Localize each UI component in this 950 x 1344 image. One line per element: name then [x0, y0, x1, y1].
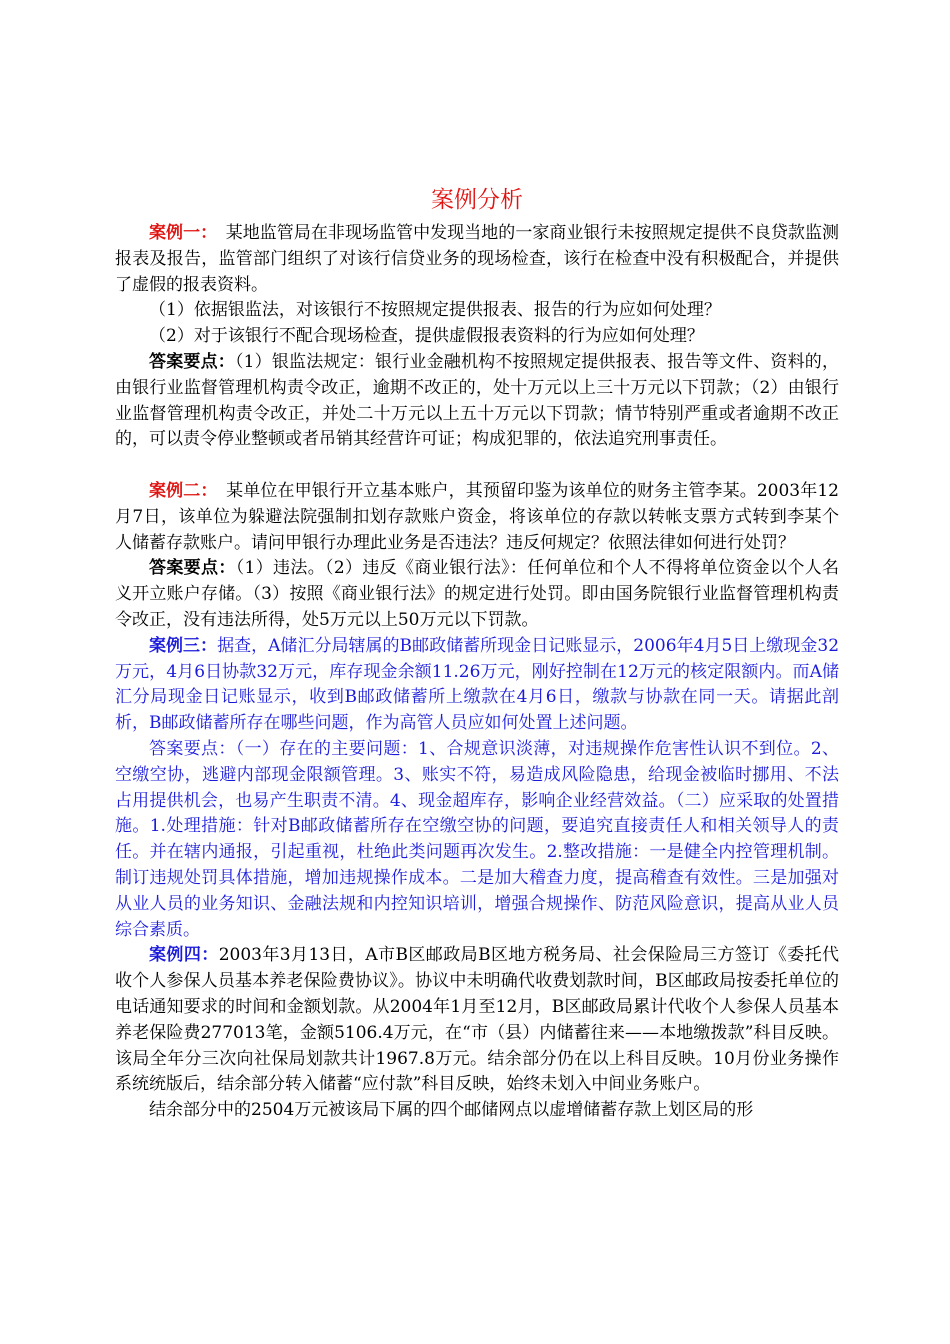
case2-label: 案例二： [149, 480, 218, 501]
blank-line [115, 453, 839, 479]
case1-paragraph [115, 221, 839, 298]
case2-text: 某单位在甲银行开立基本账户，其预留印鉴为该单位的财务主管李某。2003年12月7日，该单位为躲避法院强制扣划存款账户资金，将该单位的存款以转帐支票方式转到李某个人储蓄存款账户。请问甲银行办理此业务是否违法？违反何规定？依照法律如何进行处罚？ [115, 480, 839, 553]
document-page [115, 184, 839, 1124]
case4-text: 2003年3月13日，A市B区邮政局B区地方税务局、社会保险局三方签订《委托代收个人参保人员基本养老保险费协议》。协议中未明确代收费划款时间，B区邮政局按委托单位的电话通知要求的时间和金额划款。从2004年1月至12月，B区邮政局累计代收个人参保人员基本养老保险费277013笔，金额5106.4万元，在“市（县）内储蓄往来——本地缴拨款”科目反映。该局全年分三次向社保局划款共计1967.8万元。结余部分仍在以上科目反映。10月份业务操作系统统版后，结余部分转入储蓄“应付款”科目反映，始终未划入中间业务账户。 [115, 945, 839, 1095]
case2-answer [115, 556, 839, 633]
case1-text: 某地监管局在非现场监管中发现当地的一家商业银行未按照规定提供不良贷款监测报表及报告，监管部门组织了对该行信贷业务的现场检查，该行在检查中没有积极配合，并提供了虚假的报表资料。 [115, 223, 840, 295]
case1-answer [115, 350, 839, 453]
page-title: 案例分析 [431, 187, 523, 213]
case2-answer-text: （1）违法。（2）违反《商业银行法》：任何单位和个人不得将单位资金以个人名义开立账户存储。（3）按照《商业银行法》的规定进行处罚。即由国务院银行业监督管理机构责令改正，没有违法所得，处5万元以上50万元以下罚款。 [115, 558, 840, 630]
case1-answer-text: （1）银监法规定：银行业金融机构不按照规定提供报表、报告等文件、资料的，由银行业监督管理机构责令改正，逾期不改正的，处十万元以上三十万元以下罚款；（2）由银行业监督管理机构责令改正，并处二十万元以上五十万元以下罚款；情节特别严重或者逾期不改正的，可以责令停业整顿或者吊销其经营许可证；构成犯罪的，依法追究刑事责任。 [115, 351, 839, 450]
case4-label: 案例四： [149, 945, 219, 966]
case4-paragraph [115, 943, 839, 1098]
case1-label: 案例一： [149, 223, 218, 243]
case1-question-2: （2）对于该银行不配合现场检查，提供虚假报表资料的行为应如何处理？ [149, 326, 704, 347]
case3-label: 案例三： [149, 635, 218, 656]
case2-paragraph [115, 479, 839, 556]
case3-answer: 答案要点：（一）存在的主要问题：1、合规意识淡薄，对违规操作危害性认识不到位。2、空缴空协，逃避内部现金限额管理。3、账实不符，易造成风险隐患，给现金被临时挪用、不法占用提供机会，也易产生职责不清。4、现金超库存，影响企业经营效益。（二）应采取的处置措施。1.处理措施：针对B邮政储蓄所存在空缴空协的问题，要追究直接责任人和相关领导人的责任。并在辖内通报，引起重视，杜绝此类问题再次发生。2.整改措施：一是健全内控管理机制。制订违规处罚具体措施，增加违规操作成本。二是加大稽查力度，提高稽查有效性。三是加强对从业人员的业务知识、金融法规和内控知识培训，增强合规操作、防范风险意识，提高从业人员综合素质。 [115, 738, 839, 940]
case3-text: 据查，A储汇分局辖属的B邮政储蓄所现金日记账显示，2006年4月5日上缴现金32万元，4月6日协款32万元，库存现金余额11.26万元，刚好控制在12万元的核定限额内。而A储汇分局现金日记账显示，收到B邮政储蓄所上缴款在4月6日，缴款与协款在同一天。请据此剖析，B邮政储蓄所存在哪些问题，作为高管人员应如何处置上述问题。 [115, 635, 840, 734]
case1-question-1: （1）依据银监法，对该银行不按照规定提供报表、报告的行为应如何处理？ [149, 300, 721, 321]
case3-paragraph [115, 634, 839, 737]
case4-paragraph-2: 结余部分中的2504万元被该局下属的四个邮储网点以虚增储蓄存款上划区局的形 [149, 1100, 754, 1121]
case1-answer-label: 答案要点： [149, 351, 235, 372]
case2-answer-label: 答案要点： [149, 558, 236, 579]
